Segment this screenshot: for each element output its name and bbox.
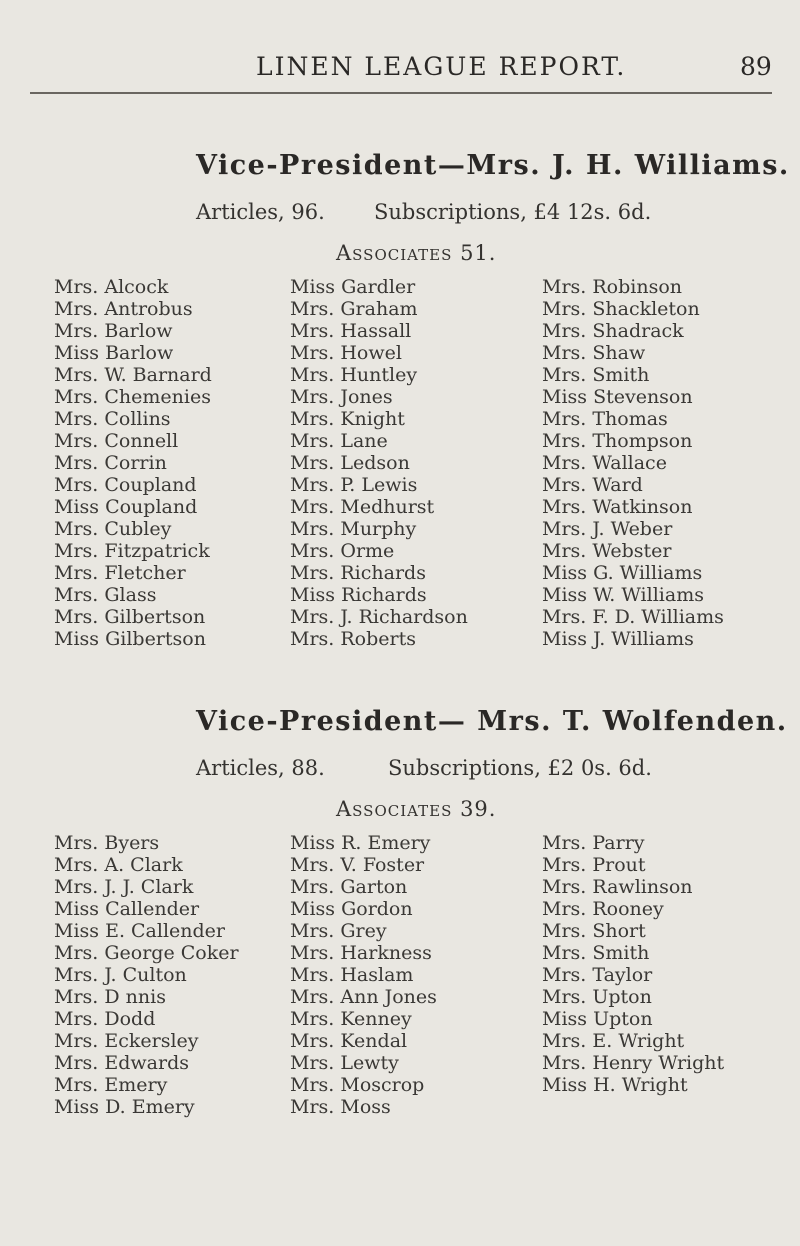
list-item: Mrs. Shadrack [542,320,684,342]
list-item: Miss G. Williams [542,562,703,584]
list-item: Mrs. Parry [542,832,645,854]
list-item: Miss Callender [54,898,200,920]
list-item: Mrs. Watkinson [542,496,693,518]
subscriptions-total: Subscriptions, £4 12s. 6d. [374,200,652,224]
list-item: Mrs. Connell [54,430,179,452]
list-item: Mrs. Antrobus [54,298,193,320]
list-item: Mrs. Lewty [290,1052,399,1074]
list-item: Mrs. A. Clark [54,854,183,876]
list-item: Mrs. Kendal [290,1030,408,1052]
list-item: Mrs. Shaw [542,342,646,364]
list-item: Mrs. Fletcher [54,562,186,584]
name-column-2 [290,276,468,650]
articles-count: Articles, 96. [196,200,325,224]
list-item: Mrs. Henry Wright [542,1052,725,1074]
list-item: Mrs. J. J. Clark [54,876,194,898]
list-item: Mrs. Rawlinson [542,876,693,898]
list-item: Miss Gilbertson [54,628,206,650]
list-item: Mrs. Byers [54,832,160,854]
list-item: Mrs. Kenney [290,1008,412,1030]
list-item: Mrs. Thompson [542,430,693,452]
list-item: Mrs. Fitzpatrick [54,540,210,562]
list-item: Mrs. Collins [54,408,171,430]
list-item: Mrs. Murphy [290,518,417,540]
list-item: Miss R. Emery [290,832,431,854]
list-item: Mrs. Shackleton [542,298,700,320]
associates-count: Associates 51. [336,241,497,265]
list-item: Mrs. V. Foster [290,854,425,876]
list-item: Mrs. Robinson [542,276,683,298]
list-item: Mrs. Rooney [542,898,664,920]
list-item: Mrs. D nnis [54,986,166,1008]
list-item: Mrs. Knight [290,408,405,430]
list-item: Mrs. Corrin [54,452,167,474]
list-item: Miss W. Williams [542,584,704,606]
list-item: Mrs. Richards [290,562,426,584]
list-item: Mrs. Grey [290,920,387,942]
list-item: Mrs. Chemenies [54,386,211,408]
list-item: Mrs. Hassall [290,320,412,342]
section-heading: Vice-President— Mrs. T. Wolfenden. [196,706,788,737]
list-item: Mrs. Howel [290,342,402,364]
subscriptions-total: Subscriptions, £2 0s. 6d. [388,756,652,780]
list-item: Mrs. Orme [290,540,395,562]
list-item: Mrs. J. Culton [54,964,187,986]
list-item: Mrs. Haslam [290,964,414,986]
list-item: Mrs. Taylor [542,964,653,986]
list-item: Mrs. Barlow [54,320,173,342]
name-column-1 [54,832,239,1118]
list-item: Miss Coupland [54,496,198,518]
name-column-1 [54,276,212,650]
page-number: 89 [740,52,772,81]
list-item: Mrs. J. Richardson [290,606,468,628]
list-item: Miss J. Williams [542,628,694,650]
list-item: Mrs. E. Wright [542,1030,685,1052]
list-item: Mrs. Prout [542,854,646,876]
list-item: Mrs. Jones [290,386,393,408]
list-item: Mrs. George Coker [54,942,239,964]
list-item: Mrs. Moss [290,1096,391,1118]
section-heading: Vice-President—Mrs. J. H. Williams. [196,150,790,181]
list-item: Mrs. Wallace [542,452,667,474]
list-item: Mrs. P. Lewis [290,474,418,496]
running-title: LINEN LEAGUE REPORT. [256,52,627,81]
list-item: Miss H. Wright [542,1074,688,1096]
list-item: Mrs. Lane [290,430,388,452]
list-item: Mrs. Alcock [54,276,169,298]
header-rule [30,92,772,94]
name-column-3 [542,276,724,650]
list-item: Mrs. Graham [290,298,418,320]
list-item: Mrs. Emery [54,1074,168,1096]
list-item: Mrs. Dodd [54,1008,156,1030]
list-item: Mrs. Ann Jones [290,986,437,1008]
list-item: Miss E. Callender [54,920,226,942]
list-item: Mrs. Coupland [54,474,197,496]
list-item: Miss D. Emery [54,1096,195,1118]
list-item: Mrs. Medhurst [290,496,435,518]
list-item: Mrs. W. Barnard [54,364,212,386]
list-item: Mrs. Short [542,920,646,942]
list-item: Mrs. F. D. Williams [542,606,724,628]
list-item: Mrs. Glass [54,584,157,606]
associates-count: Associates 39. [336,797,497,821]
list-item: Mrs. J. Weber [542,518,673,540]
list-item: Mrs. Smith [542,942,650,964]
list-item: Miss Upton [542,1008,653,1030]
list-item: Miss Richards [290,584,427,606]
running-head [0,52,800,86]
list-item: Miss Gordon [290,898,413,920]
list-item: Mrs. Thomas [542,408,668,430]
list-item: Mrs. Roberts [290,628,416,650]
list-item: Mrs. Ward [542,474,643,496]
list-item: Mrs. Garton [290,876,408,898]
name-column-2 [290,832,437,1118]
list-item: Mrs. Gilbertson [54,606,206,628]
list-item: Mrs. Harkness [290,942,432,964]
articles-count: Articles, 88. [196,756,325,780]
name-column-3 [542,832,724,1096]
list-item: Mrs. Huntley [290,364,418,386]
list-item: Mrs. Edwards [54,1052,189,1074]
list-item: Mrs. Moscrop [290,1074,425,1096]
list-item: Mrs. Ledson [290,452,410,474]
list-item: Mrs. Upton [542,986,652,1008]
list-item: Mrs. Webster [542,540,672,562]
list-item: Miss Stevenson [542,386,693,408]
list-item: Miss Gardler [290,276,416,298]
list-item: Miss Barlow [54,342,174,364]
list-item: Mrs. Smith [542,364,650,386]
list-item: Mrs. Cubley [54,518,172,540]
list-item: Mrs. Eckersley [54,1030,199,1052]
